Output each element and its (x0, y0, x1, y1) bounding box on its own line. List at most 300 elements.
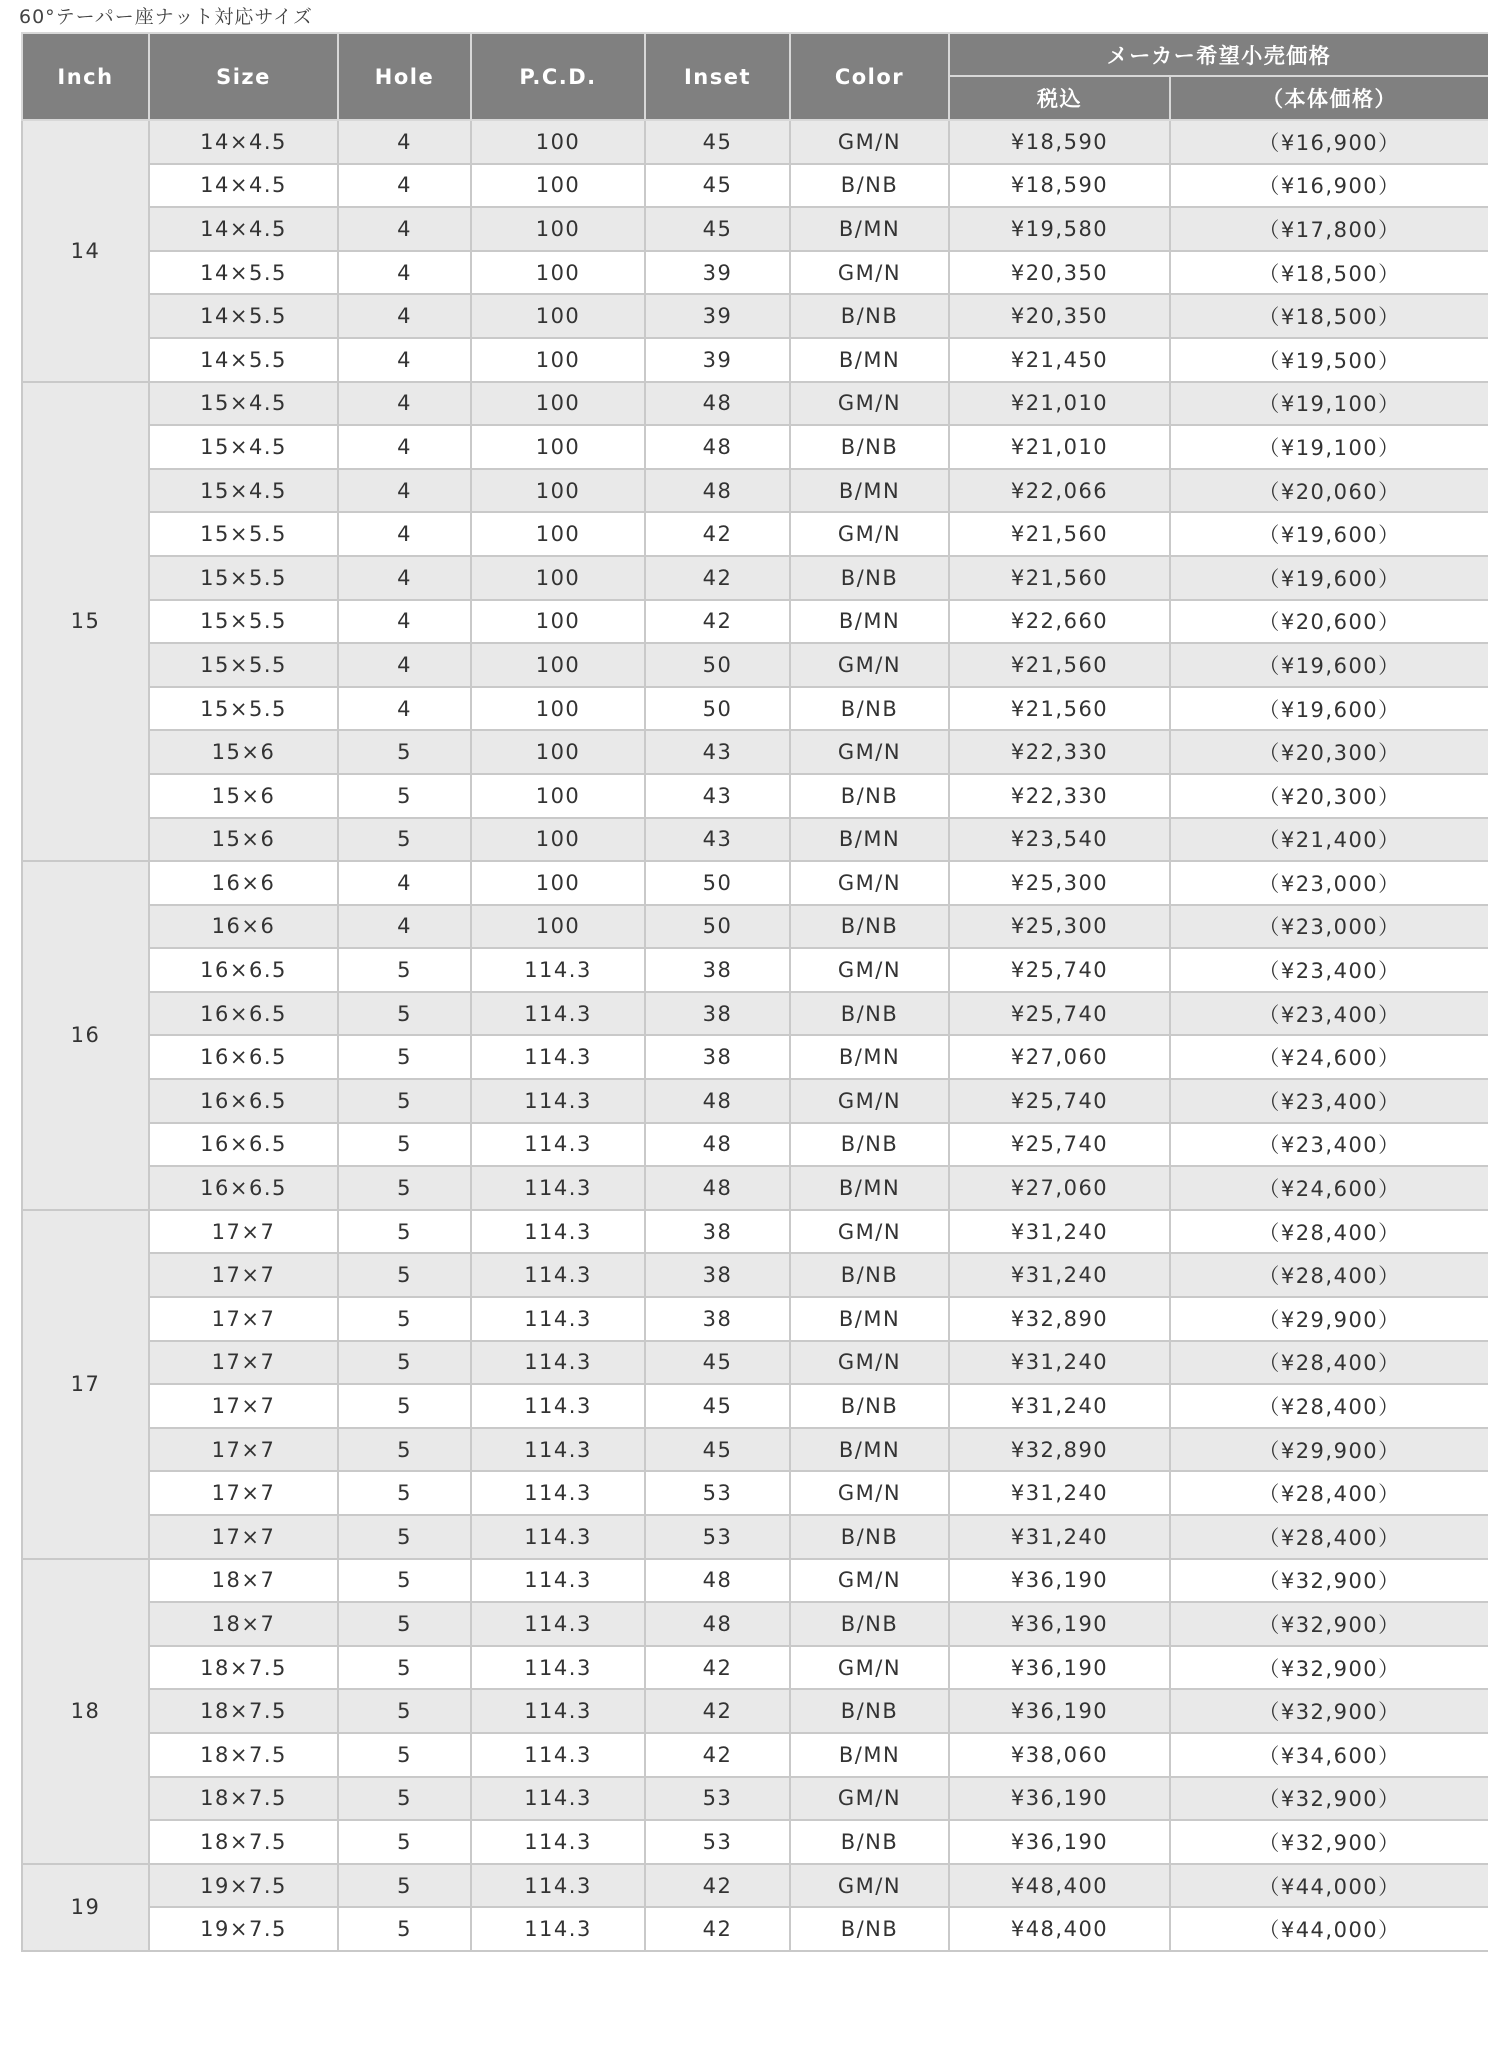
cell-price-base: （¥23,400） (1170, 1123, 1488, 1167)
cell-hole: 4 (338, 861, 471, 905)
table-body (22, 120, 1488, 1951)
cell-size: 17×7 (149, 1471, 338, 1515)
cell-pcd: 114.3 (471, 1471, 645, 1515)
cell-size: 18×7.5 (149, 1820, 338, 1864)
table-header (22, 33, 1488, 120)
cell-inset: 50 (645, 861, 790, 905)
cell-pcd: 100 (471, 600, 645, 644)
cell-color: GM/N (790, 948, 949, 992)
cell-size: 18×7.5 (149, 1777, 338, 1821)
cell-inset: 53 (645, 1515, 790, 1559)
cell-inset: 48 (645, 1123, 790, 1167)
cell-pcd: 114.3 (471, 1515, 645, 1559)
cell-hole: 4 (338, 251, 471, 295)
cell-size: 15×5.5 (149, 512, 338, 556)
cell-pcd: 114.3 (471, 1166, 645, 1210)
table-row (22, 1341, 1488, 1385)
cell-hole: 4 (338, 556, 471, 600)
cell-hole: 5 (338, 1907, 471, 1951)
cell-inset: 42 (645, 1907, 790, 1951)
cell-price-tax-included: ¥23,540 (949, 818, 1170, 862)
cell-size: 19×7.5 (149, 1864, 338, 1908)
cell-price-base: （¥28,400） (1170, 1253, 1488, 1297)
cell-price-base: （¥28,400） (1170, 1515, 1488, 1559)
cell-pcd: 100 (471, 425, 645, 469)
cell-size: 18×7 (149, 1602, 338, 1646)
cell-pcd: 114.3 (471, 948, 645, 992)
cell-pcd: 114.3 (471, 1210, 645, 1254)
cell-hole: 4 (338, 207, 471, 251)
cell-price-base: （¥44,000） (1170, 1907, 1488, 1951)
table-row (22, 207, 1488, 251)
cell-price-base: （¥19,600） (1170, 512, 1488, 556)
cell-pcd: 114.3 (471, 1820, 645, 1864)
cell-color: B/NB (790, 556, 949, 600)
cell-price-base: （¥24,600） (1170, 1166, 1488, 1210)
table-row (22, 730, 1488, 774)
cell-price-base: （¥34,600） (1170, 1733, 1488, 1777)
cell-pcd: 100 (471, 469, 645, 513)
cell-inch: 19 (22, 1864, 149, 1951)
cell-inset: 45 (645, 1384, 790, 1428)
cell-size: 17×7 (149, 1384, 338, 1428)
cell-price-tax-included: ¥19,580 (949, 207, 1170, 251)
cell-pcd: 114.3 (471, 1907, 645, 1951)
cell-size: 14×4.5 (149, 164, 338, 208)
cell-color: B/MN (790, 469, 949, 513)
cell-price-base: （¥23,400） (1170, 992, 1488, 1036)
cell-price-tax-included: ¥25,300 (949, 861, 1170, 905)
cell-inset: 48 (645, 425, 790, 469)
cell-price-base: （¥28,400） (1170, 1384, 1488, 1428)
cell-size: 15×5.5 (149, 643, 338, 687)
cell-pcd: 114.3 (471, 1646, 645, 1690)
cell-inset: 43 (645, 818, 790, 862)
cell-hole: 5 (338, 1341, 471, 1385)
cell-size: 17×7 (149, 1253, 338, 1297)
cell-price-base: （¥29,900） (1170, 1428, 1488, 1472)
table-row (22, 774, 1488, 818)
cell-price-base: （¥20,300） (1170, 774, 1488, 818)
cell-color: B/NB (790, 1384, 949, 1428)
cell-price-tax-included: ¥48,400 (949, 1864, 1170, 1908)
table-row (22, 1864, 1488, 1908)
cell-inset: 50 (645, 643, 790, 687)
table-row (22, 1515, 1488, 1559)
cell-price-tax-included: ¥27,060 (949, 1035, 1170, 1079)
cell-hole: 5 (338, 1210, 471, 1254)
cell-size: 17×7 (149, 1341, 338, 1385)
cell-price-base: （¥16,900） (1170, 164, 1488, 208)
cell-color: GM/N (790, 1471, 949, 1515)
table-row (22, 556, 1488, 600)
cell-price-base: （¥23,000） (1170, 905, 1488, 949)
header-inch: Inch (22, 33, 149, 120)
header-price-tax-included: 税込 (949, 76, 1170, 120)
cell-color: B/MN (790, 338, 949, 382)
cell-hole: 4 (338, 382, 471, 426)
cell-price-base: （¥32,900） (1170, 1602, 1488, 1646)
cell-inset: 42 (645, 1864, 790, 1908)
table-row (22, 1428, 1488, 1472)
cell-hole: 5 (338, 1689, 471, 1733)
cell-color: GM/N (790, 1341, 949, 1385)
cell-hole: 5 (338, 1646, 471, 1690)
cell-pcd: 100 (471, 382, 645, 426)
cell-hole: 5 (338, 818, 471, 862)
cell-inset: 45 (645, 120, 790, 164)
cell-price-base: （¥20,060） (1170, 469, 1488, 513)
cell-size: 15×5.5 (149, 600, 338, 644)
cell-color: B/NB (790, 1689, 949, 1733)
cell-price-tax-included: ¥21,560 (949, 512, 1170, 556)
table-row (22, 687, 1488, 731)
cell-hole: 5 (338, 948, 471, 992)
cell-size: 19×7.5 (149, 1907, 338, 1951)
cell-inset: 48 (645, 1559, 790, 1603)
table-row (22, 1035, 1488, 1079)
cell-price-base: （¥28,400） (1170, 1341, 1488, 1385)
cell-pcd: 100 (471, 164, 645, 208)
cell-price-base: （¥18,500） (1170, 251, 1488, 295)
cell-color: B/MN (790, 600, 949, 644)
cell-size: 14×5.5 (149, 338, 338, 382)
cell-price-tax-included: ¥36,190 (949, 1602, 1170, 1646)
cell-price-tax-included: ¥21,560 (949, 556, 1170, 600)
cell-size: 15×6 (149, 818, 338, 862)
cell-hole: 5 (338, 1777, 471, 1821)
table-row (22, 992, 1488, 1036)
cell-price-base: （¥20,600） (1170, 600, 1488, 644)
cell-inset: 53 (645, 1777, 790, 1821)
cell-color: GM/N (790, 861, 949, 905)
cell-hole: 4 (338, 643, 471, 687)
cell-size: 18×7 (149, 1559, 338, 1603)
cell-price-base: （¥23,400） (1170, 1079, 1488, 1123)
cell-inset: 42 (645, 1646, 790, 1690)
table-row (22, 1820, 1488, 1864)
cell-price-tax-included: ¥22,066 (949, 469, 1170, 513)
cell-price-base: （¥44,000） (1170, 1864, 1488, 1908)
cell-price-tax-included: ¥21,010 (949, 382, 1170, 426)
cell-size: 17×7 (149, 1515, 338, 1559)
cell-price-tax-included: ¥25,300 (949, 905, 1170, 949)
table-row (22, 1907, 1488, 1951)
cell-price-base: （¥19,600） (1170, 687, 1488, 731)
cell-pcd: 100 (471, 687, 645, 731)
cell-inset: 39 (645, 294, 790, 338)
table-row (22, 251, 1488, 295)
cell-price-tax-included: ¥36,190 (949, 1777, 1170, 1821)
cell-price-base: （¥19,600） (1170, 643, 1488, 687)
cell-color: B/NB (790, 425, 949, 469)
cell-inset: 42 (645, 556, 790, 600)
cell-inset: 48 (645, 1166, 790, 1210)
cell-color: B/MN (790, 1166, 949, 1210)
cell-inset: 53 (645, 1820, 790, 1864)
cell-inset: 38 (645, 1210, 790, 1254)
table-row (22, 1689, 1488, 1733)
cell-price-base: （¥16,900） (1170, 120, 1488, 164)
header-pcd: P.C.D. (471, 33, 645, 120)
cell-pcd: 100 (471, 556, 645, 600)
cell-hole: 5 (338, 1471, 471, 1515)
cell-size: 16×6 (149, 861, 338, 905)
cell-hole: 4 (338, 164, 471, 208)
wheel-size-table (21, 32, 1488, 1952)
cell-price-base: （¥19,100） (1170, 425, 1488, 469)
cell-color: B/NB (790, 1253, 949, 1297)
cell-pcd: 100 (471, 207, 645, 251)
cell-color: B/NB (790, 1907, 949, 1951)
cell-size: 17×7 (149, 1297, 338, 1341)
cell-pcd: 114.3 (471, 1777, 645, 1821)
table-row (22, 600, 1488, 644)
cell-hole: 5 (338, 1166, 471, 1210)
cell-pcd: 100 (471, 818, 645, 862)
cell-size: 15×4.5 (149, 382, 338, 426)
cell-pcd: 100 (471, 251, 645, 295)
cell-price-base: （¥32,900） (1170, 1689, 1488, 1733)
cell-hole: 5 (338, 1297, 471, 1341)
table-row (22, 294, 1488, 338)
table-row (22, 338, 1488, 382)
header-price-group: メーカー希望小売価格 (949, 33, 1488, 76)
cell-inset: 45 (645, 1428, 790, 1472)
cell-pcd: 114.3 (471, 1341, 645, 1385)
cell-color: B/NB (790, 164, 949, 208)
cell-price-base: （¥32,900） (1170, 1820, 1488, 1864)
cell-pcd: 100 (471, 730, 645, 774)
cell-size: 16×6.5 (149, 992, 338, 1036)
cell-size: 16×6.5 (149, 1166, 338, 1210)
cell-size: 15×6 (149, 730, 338, 774)
cell-price-base: （¥17,800） (1170, 207, 1488, 251)
cell-size: 16×6 (149, 905, 338, 949)
cell-inset: 48 (645, 1079, 790, 1123)
cell-price-tax-included: ¥48,400 (949, 1907, 1170, 1951)
cell-hole: 4 (338, 294, 471, 338)
cell-inset: 38 (645, 992, 790, 1036)
cell-color: B/MN (790, 207, 949, 251)
cell-price-base: （¥19,500） (1170, 338, 1488, 382)
cell-hole: 5 (338, 1253, 471, 1297)
table-row (22, 512, 1488, 556)
cell-size: 17×7 (149, 1210, 338, 1254)
cell-inset: 45 (645, 164, 790, 208)
table-row (22, 905, 1488, 949)
cell-pcd: 100 (471, 512, 645, 556)
table-row (22, 1166, 1488, 1210)
cell-price-tax-included: ¥18,590 (949, 120, 1170, 164)
cell-pcd: 114.3 (471, 1733, 645, 1777)
cell-price-tax-included: ¥25,740 (949, 1123, 1170, 1167)
cell-color: GM/N (790, 643, 949, 687)
cell-color: GM/N (790, 120, 949, 164)
table-row (22, 1384, 1488, 1428)
cell-inset: 48 (645, 469, 790, 513)
cell-hole: 5 (338, 1123, 471, 1167)
cell-price-tax-included: ¥22,330 (949, 730, 1170, 774)
cell-inset: 42 (645, 1689, 790, 1733)
cell-color: GM/N (790, 1079, 949, 1123)
cell-hole: 5 (338, 1079, 471, 1123)
cell-color: B/NB (790, 294, 949, 338)
cell-color: B/NB (790, 992, 949, 1036)
cell-price-tax-included: ¥21,560 (949, 643, 1170, 687)
cell-color: B/MN (790, 1428, 949, 1472)
cell-size: 15×5.5 (149, 687, 338, 731)
cell-size: 14×5.5 (149, 251, 338, 295)
table-row (22, 120, 1488, 164)
cell-size: 15×6 (149, 774, 338, 818)
cell-size: 18×7.5 (149, 1733, 338, 1777)
cell-size: 15×4.5 (149, 425, 338, 469)
cell-price-tax-included: ¥21,450 (949, 338, 1170, 382)
cell-pcd: 114.3 (471, 1384, 645, 1428)
cell-pcd: 100 (471, 338, 645, 382)
cell-inch: 18 (22, 1559, 149, 1864)
cell-price-base: （¥28,400） (1170, 1210, 1488, 1254)
cell-color: B/NB (790, 1515, 949, 1559)
cell-color: B/NB (790, 905, 949, 949)
cell-price-base: （¥24,600） (1170, 1035, 1488, 1079)
cell-pcd: 114.3 (471, 1559, 645, 1603)
cell-price-tax-included: ¥31,240 (949, 1515, 1170, 1559)
cell-price-tax-included: ¥25,740 (949, 1079, 1170, 1123)
cell-price-tax-included: ¥18,590 (949, 164, 1170, 208)
table-row (22, 1210, 1488, 1254)
cell-hole: 4 (338, 512, 471, 556)
header-price-base: （本体価格） (1170, 76, 1488, 120)
table-row (22, 1777, 1488, 1821)
cell-price-tax-included: ¥36,190 (949, 1646, 1170, 1690)
cell-pcd: 100 (471, 120, 645, 164)
cell-price-tax-included: ¥32,890 (949, 1297, 1170, 1341)
cell-price-base: （¥28,400） (1170, 1471, 1488, 1515)
header-hole: Hole (338, 33, 471, 120)
cell-color: B/MN (790, 1297, 949, 1341)
table-row (22, 1123, 1488, 1167)
cell-hole: 5 (338, 1428, 471, 1472)
cell-size: 16×6.5 (149, 1079, 338, 1123)
cell-size: 14×5.5 (149, 294, 338, 338)
cell-price-tax-included: ¥31,240 (949, 1384, 1170, 1428)
cell-size: 14×4.5 (149, 120, 338, 164)
cell-inset: 42 (645, 1733, 790, 1777)
table-row (22, 1079, 1488, 1123)
cell-color: B/NB (790, 1820, 949, 1864)
table-row (22, 469, 1488, 513)
cell-hole: 5 (338, 774, 471, 818)
cell-price-tax-included: ¥36,190 (949, 1820, 1170, 1864)
cell-pcd: 114.3 (471, 1253, 645, 1297)
cell-price-tax-included: ¥21,010 (949, 425, 1170, 469)
cell-pcd: 114.3 (471, 1602, 645, 1646)
cell-price-tax-included: ¥36,190 (949, 1559, 1170, 1603)
table-row (22, 1559, 1488, 1603)
table-row (22, 1253, 1488, 1297)
cell-price-tax-included: ¥32,890 (949, 1428, 1170, 1472)
cell-price-tax-included: ¥27,060 (949, 1166, 1170, 1210)
cell-hole: 5 (338, 1864, 471, 1908)
cell-inch: 16 (22, 861, 149, 1210)
cell-price-tax-included: ¥31,240 (949, 1253, 1170, 1297)
table-row (22, 164, 1488, 208)
cell-hole: 5 (338, 1559, 471, 1603)
cell-color: B/MN (790, 1035, 949, 1079)
cell-color: B/NB (790, 1602, 949, 1646)
cell-price-base: （¥32,900） (1170, 1777, 1488, 1821)
cell-size: 17×7 (149, 1428, 338, 1472)
cell-color: GM/N (790, 1646, 949, 1690)
cell-size: 16×6.5 (149, 1123, 338, 1167)
cell-inset: 50 (645, 905, 790, 949)
cell-pcd: 114.3 (471, 992, 645, 1036)
cell-inset: 53 (645, 1471, 790, 1515)
cell-color: B/NB (790, 1123, 949, 1167)
cell-price-base: （¥32,900） (1170, 1646, 1488, 1690)
cell-color: GM/N (790, 1777, 949, 1821)
cell-hole: 5 (338, 992, 471, 1036)
cell-color: GM/N (790, 382, 949, 426)
cell-hole: 5 (338, 1602, 471, 1646)
cell-inset: 48 (645, 382, 790, 426)
cell-hole: 5 (338, 730, 471, 774)
cell-inset: 39 (645, 251, 790, 295)
cell-price-tax-included: ¥21,560 (949, 687, 1170, 731)
cell-inset: 43 (645, 774, 790, 818)
cell-hole: 4 (338, 687, 471, 731)
cell-inset: 45 (645, 207, 790, 251)
cell-price-tax-included: ¥31,240 (949, 1210, 1170, 1254)
cell-hole: 4 (338, 600, 471, 644)
cell-inset: 50 (645, 687, 790, 731)
cell-pcd: 100 (471, 905, 645, 949)
cell-hole: 4 (338, 120, 471, 164)
cell-hole: 5 (338, 1515, 471, 1559)
header-color: Color (790, 33, 949, 120)
cell-pcd: 100 (471, 294, 645, 338)
cell-pcd: 100 (471, 774, 645, 818)
table-row (22, 818, 1488, 862)
cell-hole: 4 (338, 905, 471, 949)
cell-color: GM/N (790, 512, 949, 556)
table-row (22, 861, 1488, 905)
cell-inset: 38 (645, 1297, 790, 1341)
cell-hole: 4 (338, 338, 471, 382)
cell-price-tax-included: ¥20,350 (949, 251, 1170, 295)
cell-size: 18×7.5 (149, 1689, 338, 1733)
cell-inset: 48 (645, 1602, 790, 1646)
cell-color: GM/N (790, 251, 949, 295)
table-row (22, 1646, 1488, 1690)
cell-hole: 4 (338, 469, 471, 513)
cell-color: GM/N (790, 730, 949, 774)
table-row (22, 1602, 1488, 1646)
cell-inset: 42 (645, 512, 790, 556)
cell-pcd: 114.3 (471, 1428, 645, 1472)
cell-size: 18×7.5 (149, 1646, 338, 1690)
cell-inset: 45 (645, 1341, 790, 1385)
cell-pcd: 114.3 (471, 1297, 645, 1341)
header-inset: Inset (645, 33, 790, 120)
table-row (22, 1733, 1488, 1777)
cell-inset: 43 (645, 730, 790, 774)
cell-size: 16×6.5 (149, 948, 338, 992)
cell-price-base: （¥29,900） (1170, 1297, 1488, 1341)
cell-pcd: 100 (471, 643, 645, 687)
